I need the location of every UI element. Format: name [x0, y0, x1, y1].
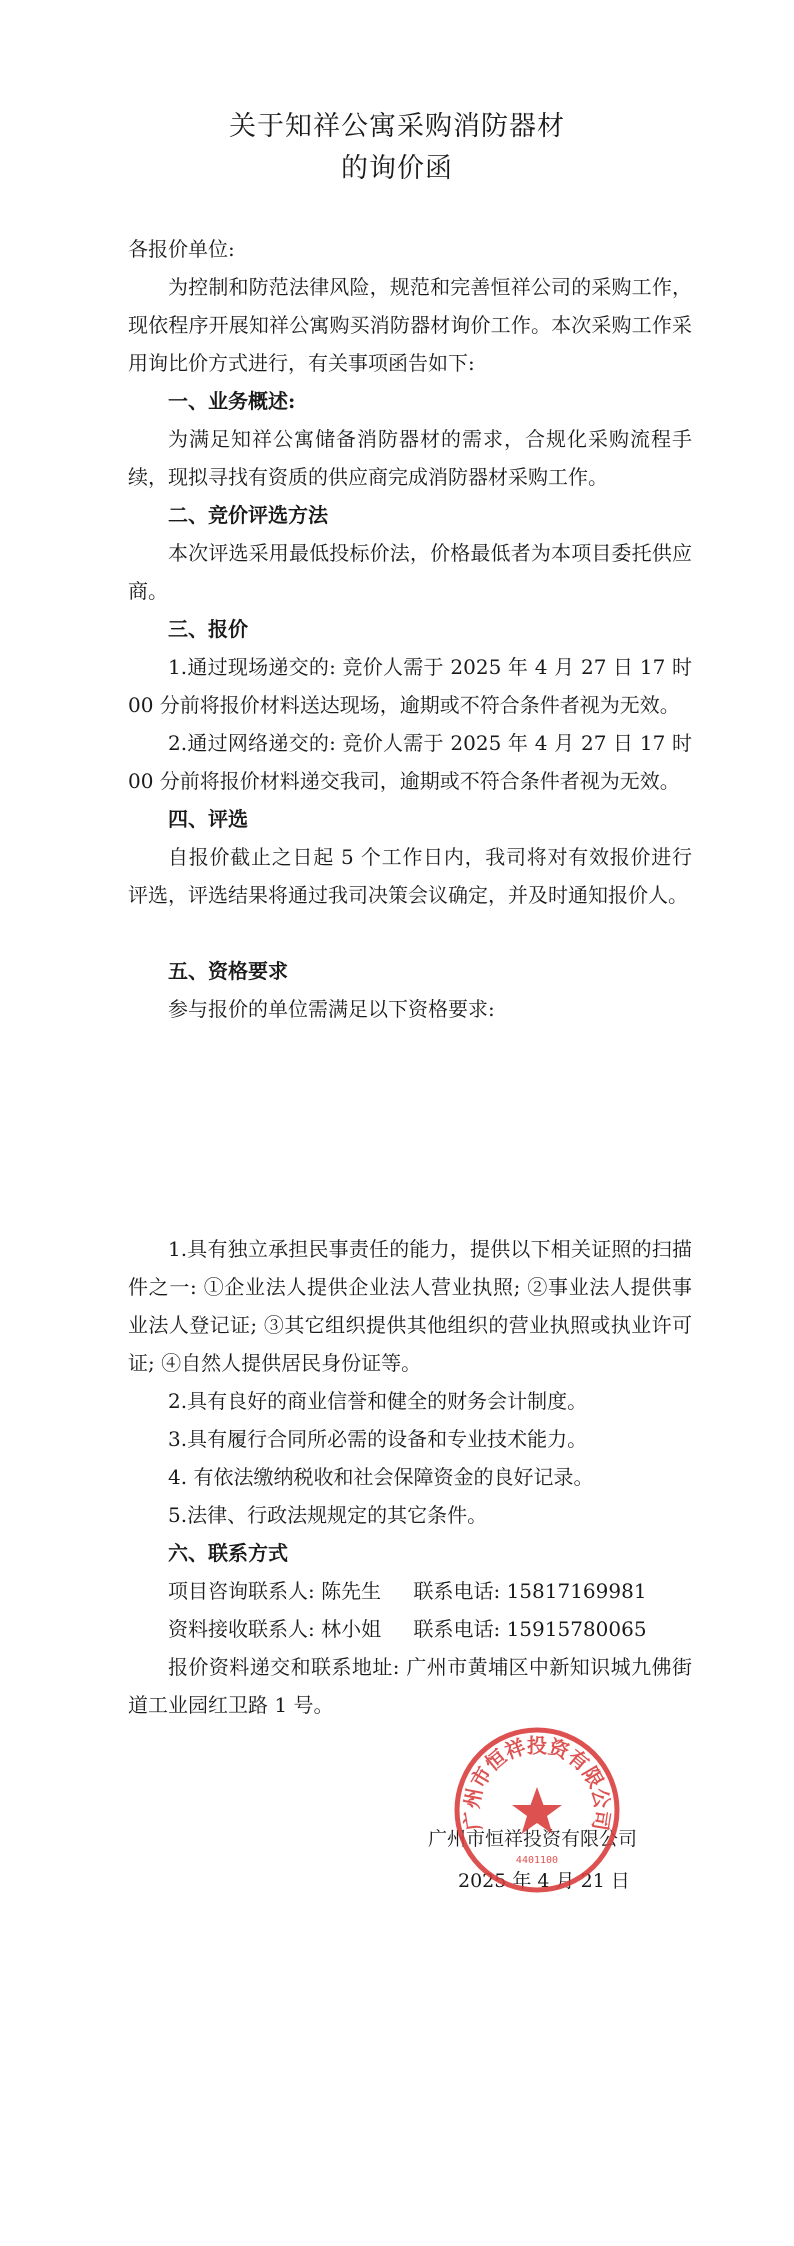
section-1-heading: 一、业务概述: — [168, 389, 296, 413]
section-2-body: 本次评选采用最低投标价法，价格最低者为本项目委托供应商。 — [128, 541, 692, 603]
section-5-heading: 五、资格要求 — [168, 959, 288, 983]
contact-1-phone: 15817169981 — [506, 1579, 647, 1603]
section-3-heading: 三、报价 — [168, 617, 248, 641]
requirement-1: 1.具有独立承担民事责任的能力，提供以下相关证照的扫描件之一: ①企业法人提供企业法人营业执照; ②事业法人提供事业法人登记证; ③其它组织提供其他组织的营业执照或执业许可证; ④自然人提供居民身份证等。 — [128, 1237, 692, 1375]
contact-row-2 — [168, 1610, 647, 1648]
seal-star-icon — [512, 1787, 562, 1834]
section-6-heading: 六、联系方式 — [168, 1541, 288, 1565]
requirement-3: 3.具有履行合同所必需的设备和专业技术能力。 — [168, 1427, 588, 1451]
document-title-line-1: 关于知祥公寓采购消防器材 — [229, 111, 565, 142]
contact-2-phone-label: 联系电话: — [413, 1617, 501, 1641]
contact-1-role: 项目咨询联系人: — [168, 1579, 315, 1603]
contact-2-phone: 15915780065 — [506, 1617, 647, 1641]
requirement-2: 2.具有良好的商业信誉和健全的财务会计制度。 — [168, 1389, 588, 1413]
section-1-body: 为满足知祥公寓储备消防器材的需求，合规化采购流程手续，现拟寻找有资质的供应商完成消防器材采购工作。 — [128, 427, 692, 489]
contact-2-role: 资料接收联系人: — [168, 1617, 315, 1641]
intro-paragraph: 为控制和防范法律风险，规范和完善恒祥公司的采购工作，现依程序开展知祥公寓购买消防器材询价工作。本次采购工作采用询比价方式进行，有关事项函告如下: — [128, 275, 692, 375]
requirement-5: 5.法律、行政法规规定的其它条件。 — [168, 1503, 488, 1527]
contact-1-phone-label: 联系电话: — [413, 1579, 501, 1603]
section-4-body: 自报价截止之日起 5 个工作日内，我司将对有效报价进行评选，评选结果将通过我司决策会议确定，并及时通知报价人。 — [128, 845, 692, 907]
contact-row-1 — [168, 1572, 647, 1610]
section-2-heading: 二、竞价评选方法 — [168, 503, 328, 527]
section-3-item-1: 1.通过现场递交的: 竞价人需于 2025 年 4 月 27 日 17 时 00 分前将报价材料送达现场，逾期或不符合条件者视为无效。 — [128, 655, 692, 717]
requirement-4: 4. 有依法缴纳税收和社会保障资金的良好记录。 — [168, 1465, 594, 1489]
signature-date: 2025 年 4 月 21 日 — [458, 1870, 630, 1892]
section-5-intro: 参与报价的单位需满足以下资格要求: — [168, 997, 495, 1021]
document-title-line-2: 的询价函 — [341, 153, 453, 184]
section-4-heading: 四、评选 — [168, 807, 248, 831]
company-seal-stamp — [452, 1725, 622, 1895]
seal-arc-text: 广州市恒祥投资有限公司 — [459, 1733, 615, 1833]
contact-address: 报价资料递交和联系地址: 广州市黄埔区中新知识城九佛街道工业园红卫路 1 号。 — [128, 1655, 692, 1717]
contact-2-name: 林小姐 — [321, 1617, 382, 1641]
seal-serial: 4401100 — [515, 1855, 559, 1866]
contact-1-name: 陈先生 — [321, 1579, 382, 1603]
signature-company: 广州市恒祥投资有限公司 — [428, 1828, 638, 1850]
section-3-item-2: 2.通过网络递交的: 竞价人需于 2025 年 4 月 27 日 17 时 00 分前将报价材料递交我司，逾期或不符合条件者视为无效。 — [128, 731, 692, 793]
salutation: 各报价单位: — [128, 237, 235, 261]
